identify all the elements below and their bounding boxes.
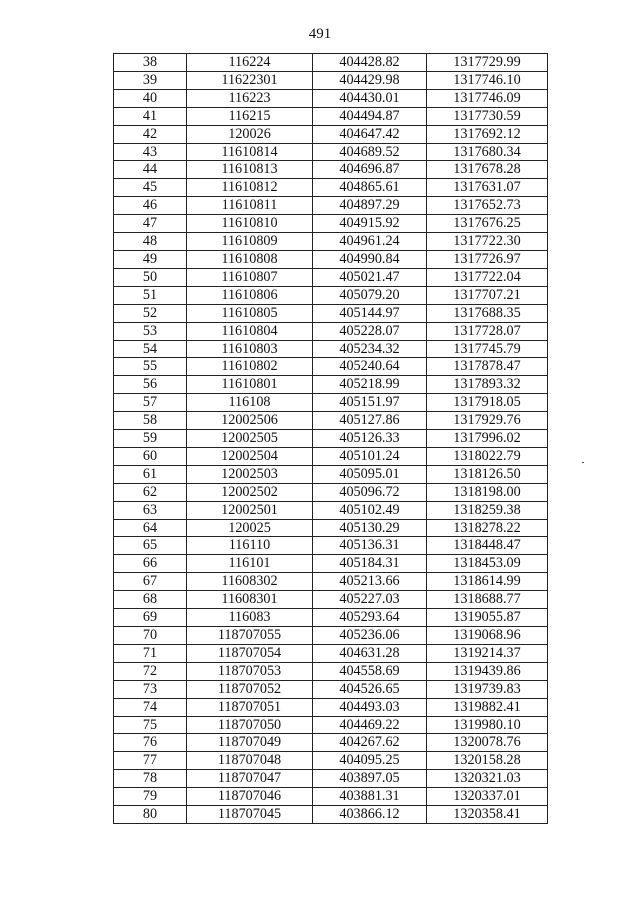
y-coordinate-cell: 1318614.99 bbox=[427, 573, 548, 591]
point-number-cell: 73 bbox=[114, 680, 187, 698]
table-row bbox=[114, 233, 548, 251]
point-code-cell: 116223 bbox=[187, 89, 313, 107]
point-code-cell: 12002502 bbox=[187, 483, 313, 501]
table-row bbox=[114, 215, 548, 233]
point-number-cell: 47 bbox=[114, 215, 187, 233]
point-code-cell: 118707050 bbox=[187, 716, 313, 734]
table-row bbox=[114, 71, 548, 89]
point-number-cell: 44 bbox=[114, 161, 187, 179]
y-coordinate-cell: 1318022.79 bbox=[427, 447, 548, 465]
x-coordinate-cell: 404915.92 bbox=[313, 215, 427, 233]
y-coordinate-cell: 1317631.07 bbox=[427, 179, 548, 197]
x-coordinate-cell: 405240.64 bbox=[313, 358, 427, 376]
table-row bbox=[114, 161, 548, 179]
point-number-cell: 70 bbox=[114, 627, 187, 645]
table-row bbox=[114, 752, 548, 770]
point-code-cell: 120026 bbox=[187, 125, 313, 143]
x-coordinate-cell: 404689.52 bbox=[313, 143, 427, 161]
point-code-cell: 116108 bbox=[187, 394, 313, 412]
point-code-cell: 118707048 bbox=[187, 752, 313, 770]
y-coordinate-cell: 1320358.41 bbox=[427, 806, 548, 824]
point-code-cell: 11610812 bbox=[187, 179, 313, 197]
point-number-cell: 39 bbox=[114, 71, 187, 89]
x-coordinate-cell: 405227.03 bbox=[313, 591, 427, 609]
point-number-cell: 61 bbox=[114, 465, 187, 483]
coordinate-table-body bbox=[114, 54, 548, 824]
point-number-cell: 67 bbox=[114, 573, 187, 591]
point-number-cell: 54 bbox=[114, 340, 187, 358]
y-coordinate-cell: 1319068.96 bbox=[427, 627, 548, 645]
table-row bbox=[114, 644, 548, 662]
point-number-cell: 77 bbox=[114, 752, 187, 770]
x-coordinate-cell: 404428.82 bbox=[313, 54, 427, 72]
x-coordinate-cell: 405151.97 bbox=[313, 394, 427, 412]
x-coordinate-cell: 404696.87 bbox=[313, 161, 427, 179]
point-number-cell: 72 bbox=[114, 662, 187, 680]
table-row bbox=[114, 662, 548, 680]
point-code-cell: 118707046 bbox=[187, 788, 313, 806]
x-coordinate-cell: 403881.31 bbox=[313, 788, 427, 806]
point-number-cell: 78 bbox=[114, 770, 187, 788]
x-coordinate-cell: 404865.61 bbox=[313, 179, 427, 197]
point-code-cell: 12002504 bbox=[187, 447, 313, 465]
point-code-cell: 118707055 bbox=[187, 627, 313, 645]
y-coordinate-cell: 1319214.37 bbox=[427, 644, 548, 662]
point-code-cell: 118707047 bbox=[187, 770, 313, 788]
table-row bbox=[114, 806, 548, 824]
point-number-cell: 80 bbox=[114, 806, 187, 824]
y-coordinate-cell: 1318278.22 bbox=[427, 519, 548, 537]
point-number-cell: 58 bbox=[114, 412, 187, 430]
point-number-cell: 79 bbox=[114, 788, 187, 806]
x-coordinate-cell: 404493.03 bbox=[313, 698, 427, 716]
table-row bbox=[114, 340, 548, 358]
table-row bbox=[114, 483, 548, 501]
y-coordinate-cell: 1317918.05 bbox=[427, 394, 548, 412]
x-coordinate-cell: 404095.25 bbox=[313, 752, 427, 770]
point-number-cell: 43 bbox=[114, 143, 187, 161]
point-number-cell: 50 bbox=[114, 268, 187, 286]
x-coordinate-cell: 404647.42 bbox=[313, 125, 427, 143]
y-coordinate-cell: 1317893.32 bbox=[427, 376, 548, 394]
x-coordinate-cell: 405101.24 bbox=[313, 447, 427, 465]
y-coordinate-cell: 1317680.34 bbox=[427, 143, 548, 161]
point-code-cell: 11610801 bbox=[187, 376, 313, 394]
point-code-cell: 12002503 bbox=[187, 465, 313, 483]
point-number-cell: 57 bbox=[114, 394, 187, 412]
y-coordinate-cell: 1318198.00 bbox=[427, 483, 548, 501]
y-coordinate-cell: 1319882.41 bbox=[427, 698, 548, 716]
point-number-cell: 51 bbox=[114, 286, 187, 304]
point-code-cell: 11610802 bbox=[187, 358, 313, 376]
x-coordinate-cell: 405079.20 bbox=[313, 286, 427, 304]
point-code-cell: 12002501 bbox=[187, 501, 313, 519]
y-coordinate-cell: 1317745.79 bbox=[427, 340, 548, 358]
point-code-cell: 11610806 bbox=[187, 286, 313, 304]
table-row bbox=[114, 716, 548, 734]
y-coordinate-cell: 1317746.10 bbox=[427, 71, 548, 89]
table-row bbox=[114, 609, 548, 627]
table-row bbox=[114, 680, 548, 698]
point-code-cell: 118707052 bbox=[187, 680, 313, 698]
y-coordinate-cell: 1320158.28 bbox=[427, 752, 548, 770]
table-row bbox=[114, 734, 548, 752]
y-coordinate-cell: 1320337.01 bbox=[427, 788, 548, 806]
x-coordinate-cell: 405184.31 bbox=[313, 555, 427, 573]
x-coordinate-cell: 404469.22 bbox=[313, 716, 427, 734]
x-coordinate-cell: 404961.24 bbox=[313, 233, 427, 251]
x-coordinate-cell: 404558.69 bbox=[313, 662, 427, 680]
x-coordinate-cell: 405102.49 bbox=[313, 501, 427, 519]
x-coordinate-cell: 404494.87 bbox=[313, 107, 427, 125]
point-number-cell: 66 bbox=[114, 555, 187, 573]
y-coordinate-cell: 1317728.07 bbox=[427, 322, 548, 340]
y-coordinate-cell: 1317692.12 bbox=[427, 125, 548, 143]
x-coordinate-cell: 405095.01 bbox=[313, 465, 427, 483]
point-number-cell: 38 bbox=[114, 54, 187, 72]
table-row bbox=[114, 125, 548, 143]
y-coordinate-cell: 1317688.35 bbox=[427, 304, 548, 322]
x-coordinate-cell: 404631.28 bbox=[313, 644, 427, 662]
point-number-cell: 55 bbox=[114, 358, 187, 376]
x-coordinate-cell: 405218.99 bbox=[313, 376, 427, 394]
table-row bbox=[114, 250, 548, 268]
point-code-cell: 118707053 bbox=[187, 662, 313, 680]
table-row bbox=[114, 412, 548, 430]
point-code-cell: 11610803 bbox=[187, 340, 313, 358]
point-number-cell: 49 bbox=[114, 250, 187, 268]
y-coordinate-cell: 1319055.87 bbox=[427, 609, 548, 627]
x-coordinate-cell: 405293.64 bbox=[313, 609, 427, 627]
table-row bbox=[114, 573, 548, 591]
point-code-cell: 11622301 bbox=[187, 71, 313, 89]
point-code-cell: 11610814 bbox=[187, 143, 313, 161]
table-row bbox=[114, 376, 548, 394]
table-row bbox=[114, 770, 548, 788]
y-coordinate-cell: 1320321.03 bbox=[427, 770, 548, 788]
table-row bbox=[114, 788, 548, 806]
y-coordinate-cell: 1317878.47 bbox=[427, 358, 548, 376]
point-number-cell: 65 bbox=[114, 537, 187, 555]
point-code-cell: 11610811 bbox=[187, 197, 313, 215]
table-row bbox=[114, 322, 548, 340]
y-coordinate-cell: 1319739.83 bbox=[427, 680, 548, 698]
y-coordinate-cell: 1317996.02 bbox=[427, 430, 548, 448]
table-row bbox=[114, 304, 548, 322]
point-number-cell: 63 bbox=[114, 501, 187, 519]
point-number-cell: 45 bbox=[114, 179, 187, 197]
table-row bbox=[114, 465, 548, 483]
x-coordinate-cell: 405228.07 bbox=[313, 322, 427, 340]
table-row bbox=[114, 394, 548, 412]
y-coordinate-cell: 1317722.30 bbox=[427, 233, 548, 251]
table-row bbox=[114, 537, 548, 555]
table-row bbox=[114, 501, 548, 519]
point-code-cell: 11610810 bbox=[187, 215, 313, 233]
y-coordinate-cell: 1317678.28 bbox=[427, 161, 548, 179]
point-code-cell: 116224 bbox=[187, 54, 313, 72]
x-coordinate-cell: 405136.31 bbox=[313, 537, 427, 555]
table-row bbox=[114, 179, 548, 197]
point-number-cell: 74 bbox=[114, 698, 187, 716]
table-row bbox=[114, 358, 548, 376]
point-code-cell: 116083 bbox=[187, 609, 313, 627]
x-coordinate-cell: 405126.33 bbox=[313, 430, 427, 448]
x-coordinate-cell: 403866.12 bbox=[313, 806, 427, 824]
y-coordinate-cell: 1318448.47 bbox=[427, 537, 548, 555]
table-row bbox=[114, 54, 548, 72]
point-number-cell: 59 bbox=[114, 430, 187, 448]
y-coordinate-cell: 1319980.10 bbox=[427, 716, 548, 734]
x-coordinate-cell: 404526.65 bbox=[313, 680, 427, 698]
y-coordinate-cell: 1317929.76 bbox=[427, 412, 548, 430]
point-code-cell: 116215 bbox=[187, 107, 313, 125]
x-coordinate-cell: 403897.05 bbox=[313, 770, 427, 788]
point-number-cell: 56 bbox=[114, 376, 187, 394]
point-number-cell: 42 bbox=[114, 125, 187, 143]
x-coordinate-cell: 405127.86 bbox=[313, 412, 427, 430]
stray-mark bbox=[582, 462, 584, 463]
table-row bbox=[114, 143, 548, 161]
page-number: 491 bbox=[308, 26, 332, 42]
y-coordinate-cell: 1317722.04 bbox=[427, 268, 548, 286]
x-coordinate-cell: 405213.66 bbox=[313, 573, 427, 591]
point-code-cell: 118707054 bbox=[187, 644, 313, 662]
point-code-cell: 12002506 bbox=[187, 412, 313, 430]
point-number-cell: 62 bbox=[114, 483, 187, 501]
y-coordinate-cell: 1317726.97 bbox=[427, 250, 548, 268]
y-coordinate-cell: 1317746.09 bbox=[427, 89, 548, 107]
point-code-cell: 11610809 bbox=[187, 233, 313, 251]
point-code-cell: 11610805 bbox=[187, 304, 313, 322]
x-coordinate-cell: 405144.97 bbox=[313, 304, 427, 322]
point-code-cell: 11608302 bbox=[187, 573, 313, 591]
point-number-cell: 41 bbox=[114, 107, 187, 125]
x-coordinate-cell: 405096.72 bbox=[313, 483, 427, 501]
x-coordinate-cell: 404990.84 bbox=[313, 250, 427, 268]
x-coordinate-cell: 405130.29 bbox=[313, 519, 427, 537]
x-coordinate-cell: 404897.29 bbox=[313, 197, 427, 215]
point-number-cell: 48 bbox=[114, 233, 187, 251]
y-coordinate-cell: 1320078.76 bbox=[427, 734, 548, 752]
point-code-cell: 116110 bbox=[187, 537, 313, 555]
table-row bbox=[114, 555, 548, 573]
point-code-cell: 12002505 bbox=[187, 430, 313, 448]
table-row bbox=[114, 89, 548, 107]
coordinate-table bbox=[113, 53, 548, 824]
point-number-cell: 76 bbox=[114, 734, 187, 752]
point-number-cell: 64 bbox=[114, 519, 187, 537]
point-code-cell: 118707051 bbox=[187, 698, 313, 716]
table-row bbox=[114, 447, 548, 465]
point-code-cell: 120025 bbox=[187, 519, 313, 537]
y-coordinate-cell: 1317730.59 bbox=[427, 107, 548, 125]
x-coordinate-cell: 405021.47 bbox=[313, 268, 427, 286]
point-code-cell: 118707045 bbox=[187, 806, 313, 824]
point-code-cell: 11610813 bbox=[187, 161, 313, 179]
x-coordinate-cell: 404430.01 bbox=[313, 89, 427, 107]
point-number-cell: 60 bbox=[114, 447, 187, 465]
y-coordinate-cell: 1318126.50 bbox=[427, 465, 548, 483]
table-row bbox=[114, 591, 548, 609]
table-row bbox=[114, 268, 548, 286]
y-coordinate-cell: 1318453.09 bbox=[427, 555, 548, 573]
y-coordinate-cell: 1317707.21 bbox=[427, 286, 548, 304]
table-row bbox=[114, 286, 548, 304]
x-coordinate-cell: 404429.98 bbox=[313, 71, 427, 89]
table-row bbox=[114, 107, 548, 125]
y-coordinate-cell: 1318259.38 bbox=[427, 501, 548, 519]
y-coordinate-cell: 1317676.25 bbox=[427, 215, 548, 233]
table-row bbox=[114, 430, 548, 448]
point-number-cell: 75 bbox=[114, 716, 187, 734]
x-coordinate-cell: 405236.06 bbox=[313, 627, 427, 645]
x-coordinate-cell: 404267.62 bbox=[313, 734, 427, 752]
point-code-cell: 11610804 bbox=[187, 322, 313, 340]
point-number-cell: 69 bbox=[114, 609, 187, 627]
y-coordinate-cell: 1317729.99 bbox=[427, 54, 548, 72]
y-coordinate-cell: 1317652.73 bbox=[427, 197, 548, 215]
point-number-cell: 71 bbox=[114, 644, 187, 662]
point-number-cell: 46 bbox=[114, 197, 187, 215]
point-code-cell: 11608301 bbox=[187, 591, 313, 609]
table-row bbox=[114, 519, 548, 537]
point-code-cell: 116101 bbox=[187, 555, 313, 573]
y-coordinate-cell: 1318688.77 bbox=[427, 591, 548, 609]
point-number-cell: 68 bbox=[114, 591, 187, 609]
point-number-cell: 52 bbox=[114, 304, 187, 322]
point-code-cell: 118707049 bbox=[187, 734, 313, 752]
point-number-cell: 53 bbox=[114, 322, 187, 340]
point-code-cell: 11610807 bbox=[187, 268, 313, 286]
table-row bbox=[114, 698, 548, 716]
point-number-cell: 40 bbox=[114, 89, 187, 107]
x-coordinate-cell: 405234.32 bbox=[313, 340, 427, 358]
y-coordinate-cell: 1319439.86 bbox=[427, 662, 548, 680]
point-code-cell: 11610808 bbox=[187, 250, 313, 268]
table-row bbox=[114, 197, 548, 215]
table-row bbox=[114, 627, 548, 645]
